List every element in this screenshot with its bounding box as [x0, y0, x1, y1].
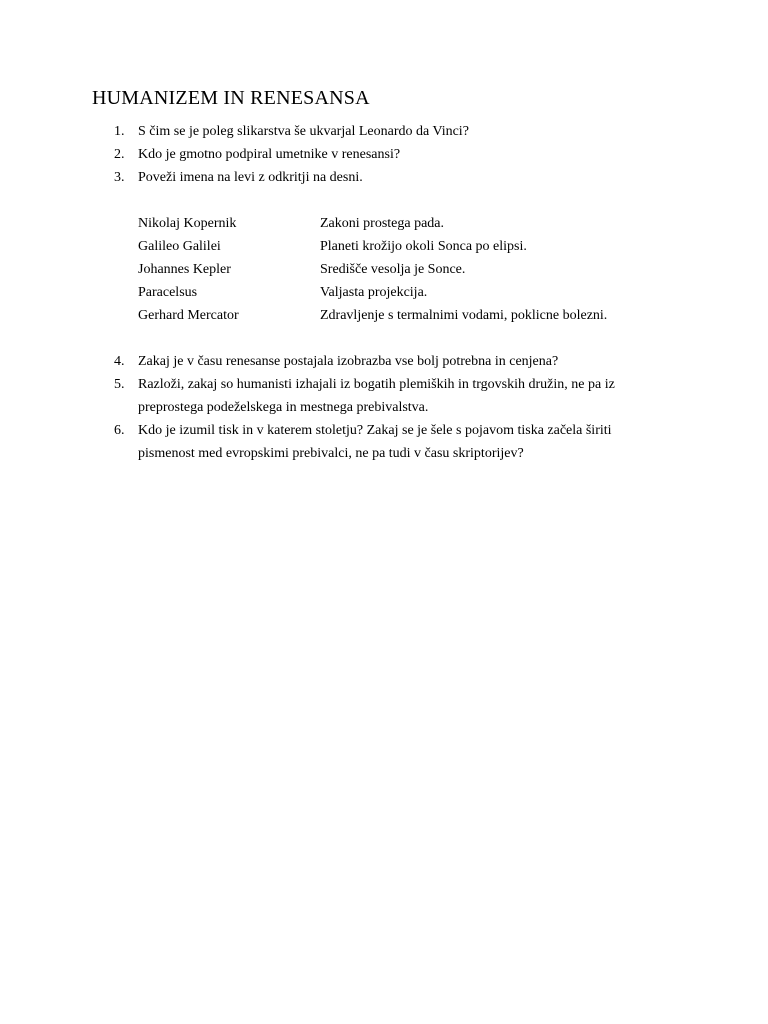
question-number: 2.	[114, 147, 125, 162]
matching-name: Galileo Galilei	[138, 239, 221, 254]
matching-discovery: Zdravljenje s termalnimi vodami, poklicne bolezni.	[320, 308, 608, 323]
question-item	[0, 143, 638, 166]
document-title: HUMANIZEM IN RENESANSA	[92, 87, 370, 109]
question-item	[0, 419, 638, 465]
matching-row	[138, 258, 658, 281]
question-number: 6.	[114, 423, 125, 438]
question-number: 1.	[114, 124, 125, 139]
matching-discovery: Središče vesolja je Sonce.	[320, 262, 466, 277]
question-number: 3.	[114, 170, 125, 185]
question-text: Razloži, zakaj so humanisti izhajali iz bogatih plemiških in trgovskih družin, ne pa iz preprostega podeželskega in mestnega prebivalstva.	[138, 377, 615, 415]
matching-discovery: Planeti krožijo okoli Sonca po elipsi.	[320, 239, 527, 254]
matching-row	[138, 281, 658, 304]
question-text: Poveži imena na levi z odkritji na desni.	[138, 170, 363, 185]
question-text: Kdo je izumil tisk in v katerem stoletju? Zakaj se je šele s pojavom tiska začela širiti pismenost med evropskimi prebivalci, ne pa tudi v času skriptorijev?	[138, 423, 612, 461]
matching-name: Gerhard Mercator	[138, 308, 239, 323]
matching-discovery: Valjasta projekcija.	[320, 285, 428, 300]
matching-row	[138, 212, 658, 235]
question-item	[0, 373, 638, 419]
question-item	[0, 166, 638, 189]
question-item	[0, 350, 638, 373]
question-text: Zakaj je v času renesanse postajala izobrazba vse bolj potrebna in cenjena?	[138, 354, 559, 369]
question-number: 5.	[114, 377, 125, 392]
question-list-part2	[0, 350, 768, 465]
matching-name: Paracelsus	[138, 285, 198, 300]
question-text: S čim se je poleg slikarstva še ukvarjal Leonardo da Vinci?	[138, 124, 469, 139]
matching-name: Nikolaj Kopernik	[138, 216, 237, 231]
question-list-part1	[0, 120, 768, 189]
question-item	[0, 120, 638, 143]
matching-row	[138, 235, 658, 258]
matching-row	[138, 304, 658, 327]
matching-table	[138, 212, 658, 327]
question-text: Kdo je gmotno podpiral umetnike v renesansi?	[138, 147, 401, 162]
matching-discovery: Zakoni prostega pada.	[320, 216, 445, 231]
question-number: 4.	[114, 354, 125, 369]
matching-name: Johannes Kepler	[138, 262, 231, 277]
